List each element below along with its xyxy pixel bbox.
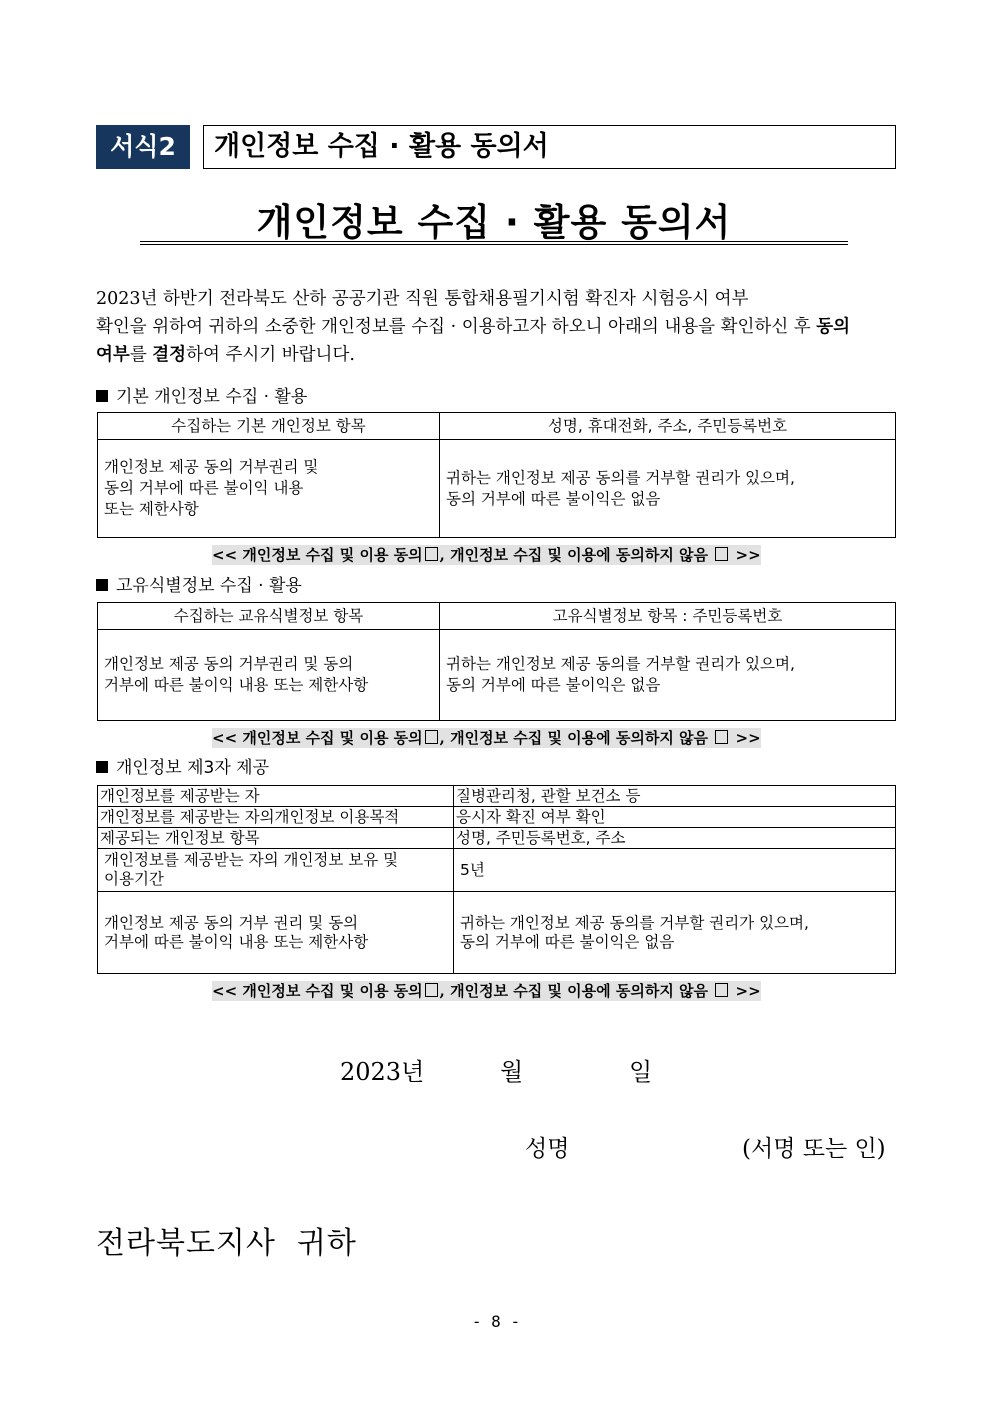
square-bullet-icon: [96, 761, 108, 773]
intro-line-3-text: 하여 주시기 바랍니다.: [186, 345, 355, 365]
consent-line-1: [212, 545, 761, 565]
rights-value-line: 귀하는 개인정보 제공 동의를 거부할 권리가 있으며,: [460, 913, 809, 932]
consent-text-disagree: , 개인정보 수집 및 이용에 동의하지 않음: [439, 982, 709, 1000]
purpose-value: 응시자 확진 여부 확인: [454, 807, 896, 828]
consent-text-agree: << 개인정보 수집 및 이용 동의: [212, 982, 423, 1000]
consent-close: >>: [735, 729, 761, 747]
section-1-item-value: 성명, 휴대전화, 주소, 주민등록번호: [440, 413, 896, 440]
section-3-rights-label: [98, 892, 454, 974]
section-3-heading: [96, 753, 269, 778]
square-bullet-icon: [96, 579, 108, 591]
rights-value-line: 귀하는 개인정보 제공 동의를 거부할 권리가 있으며,: [446, 655, 795, 673]
intro-line-3: [96, 341, 896, 369]
intro-bold-whether: 여부: [96, 345, 130, 365]
consent-text-disagree: , 개인정보 수집 및 이용에 동의하지 않음: [439, 729, 709, 747]
rights-value-line: 동의 거부에 따른 불이익은 없음: [460, 932, 675, 951]
retention-label-line: 이용기간: [104, 870, 164, 888]
section-1-table: [97, 412, 896, 538]
form-title-box: 개인정보 수집 · 활용 동의서: [203, 125, 896, 169]
section-3-heading-text: 개인정보 제3자 제공: [116, 758, 269, 778]
rights-value-line: 귀하는 개인정보 제공 동의를 거부할 권리가 있으며,: [446, 468, 795, 487]
consent-close: >>: [735, 982, 761, 1000]
signature-label: 성명: [525, 1136, 570, 1162]
agree-checkbox[interactable]: [425, 983, 438, 997]
rights-value-line: 동의 거부에 따른 불이익은 없음: [446, 489, 661, 508]
section-2-table: [97, 602, 896, 721]
section-3-rights-value: [454, 892, 896, 974]
document-title: 개인정보 수집 · 활용 동의서: [256, 201, 732, 244]
section-1-rights-label: [98, 440, 440, 538]
section-2-item-label: 수집하는 교유식별정보 항목: [98, 603, 440, 630]
intro-line-2: [96, 313, 896, 341]
intro-bold-decide: 결정: [152, 345, 187, 365]
retention-label-line: 개인정보를 제공받는 자의 개인정보 보유 및: [104, 851, 399, 869]
consent-close: >>: [735, 546, 761, 564]
provided-items-value: 성명, 주민등록번호, 주소: [454, 828, 896, 849]
rights-label-line: 거부에 따른 불이익 내용 또는 제한사항: [104, 932, 369, 951]
form-number-badge: 서식2: [96, 125, 190, 169]
recipient-label: 개인정보를 제공받는 자: [98, 786, 454, 807]
rights-label-line: 또는 제한사항: [104, 500, 199, 518]
date-month: 월: [500, 1058, 524, 1086]
consent-line-2: [212, 728, 761, 748]
title-underline-double: [140, 244, 848, 245]
consent-text-agree: << 개인정보 수집 및 이용 동의: [212, 546, 423, 564]
rights-label-line: 거부에 따른 불이익 내용 또는 제한사항: [104, 676, 369, 694]
retention-value: 5년: [454, 849, 896, 892]
disagree-checkbox[interactable]: [715, 730, 728, 744]
section-2-rights-value: [440, 630, 896, 721]
section-1-heading: [96, 382, 307, 407]
section-1-rights-value: [440, 440, 896, 538]
date-day: 일: [629, 1058, 653, 1086]
page-number: - 8 -: [471, 1312, 521, 1331]
intro-paragraph: [96, 285, 896, 369]
rights-label-line: 개인정보 제공 동의 거부권리 및: [104, 458, 319, 476]
signature-note: (서명 또는 인): [742, 1136, 886, 1162]
section-2-item-value: 고유식별정보 항목 : 주민등록번호: [440, 603, 896, 630]
intro-line-2-text: 확인을 위하여 귀하의 소중한 개인정보를 수집 · 이용하고자 하오니 아래의 내용을 확인하신 후: [96, 317, 817, 337]
rights-label-line: 개인정보 제공 동의 거부 권리 및 동의: [104, 913, 359, 932]
consent-text-disagree: , 개인정보 수집 및 이용에 동의하지 않음: [439, 546, 709, 564]
disagree-checkbox[interactable]: [715, 547, 728, 561]
section-1-item-label: 수집하는 기본 개인정보 항목: [98, 413, 440, 440]
rights-label-line: 개인정보 제공 동의 거부권리 및 동의: [104, 655, 354, 673]
intro-line-3-mid: 를: [129, 345, 153, 365]
agree-checkbox[interactable]: [425, 547, 438, 561]
section-2-rights-label: [98, 630, 440, 721]
addressee: [96, 1218, 357, 1262]
section-2-heading: [96, 571, 302, 596]
purpose-label: 개인정보를 제공받는 자의개인정보 이용목적: [98, 807, 454, 828]
agree-checkbox[interactable]: [425, 730, 438, 744]
rights-value-line: 동의 거부에 따른 불이익은 없음: [446, 676, 661, 694]
retention-label: [98, 849, 454, 892]
addressee-text: 전라북도지사 귀하: [96, 1226, 357, 1261]
title-underline: [140, 241, 848, 242]
disagree-checkbox[interactable]: [715, 983, 728, 997]
rights-label-line: 동의 거부에 따른 불이익 내용: [104, 479, 304, 497]
provided-items-label: 제공되는 개인정보 항목: [98, 828, 454, 849]
section-3-table: [97, 785, 896, 974]
date-year: 2023년: [340, 1058, 425, 1086]
section-1-heading-text: 기본 개인정보 수집 · 활용: [116, 387, 308, 407]
intro-bold-agree: 동의: [816, 317, 851, 337]
consent-line-3: [212, 981, 761, 1001]
section-2-heading-text: 고유식별정보 수집 · 활용: [116, 576, 302, 596]
consent-text-agree: << 개인정보 수집 및 이용 동의: [212, 729, 423, 747]
intro-line-1: 2023년 하반기 전라북도 산하 공공기관 직원 통합채용필기시험 확진자 시험응시 여부: [96, 289, 749, 309]
square-bullet-icon: [96, 390, 108, 402]
recipient-value: 질병관리청, 관할 보건소 등: [454, 786, 896, 807]
